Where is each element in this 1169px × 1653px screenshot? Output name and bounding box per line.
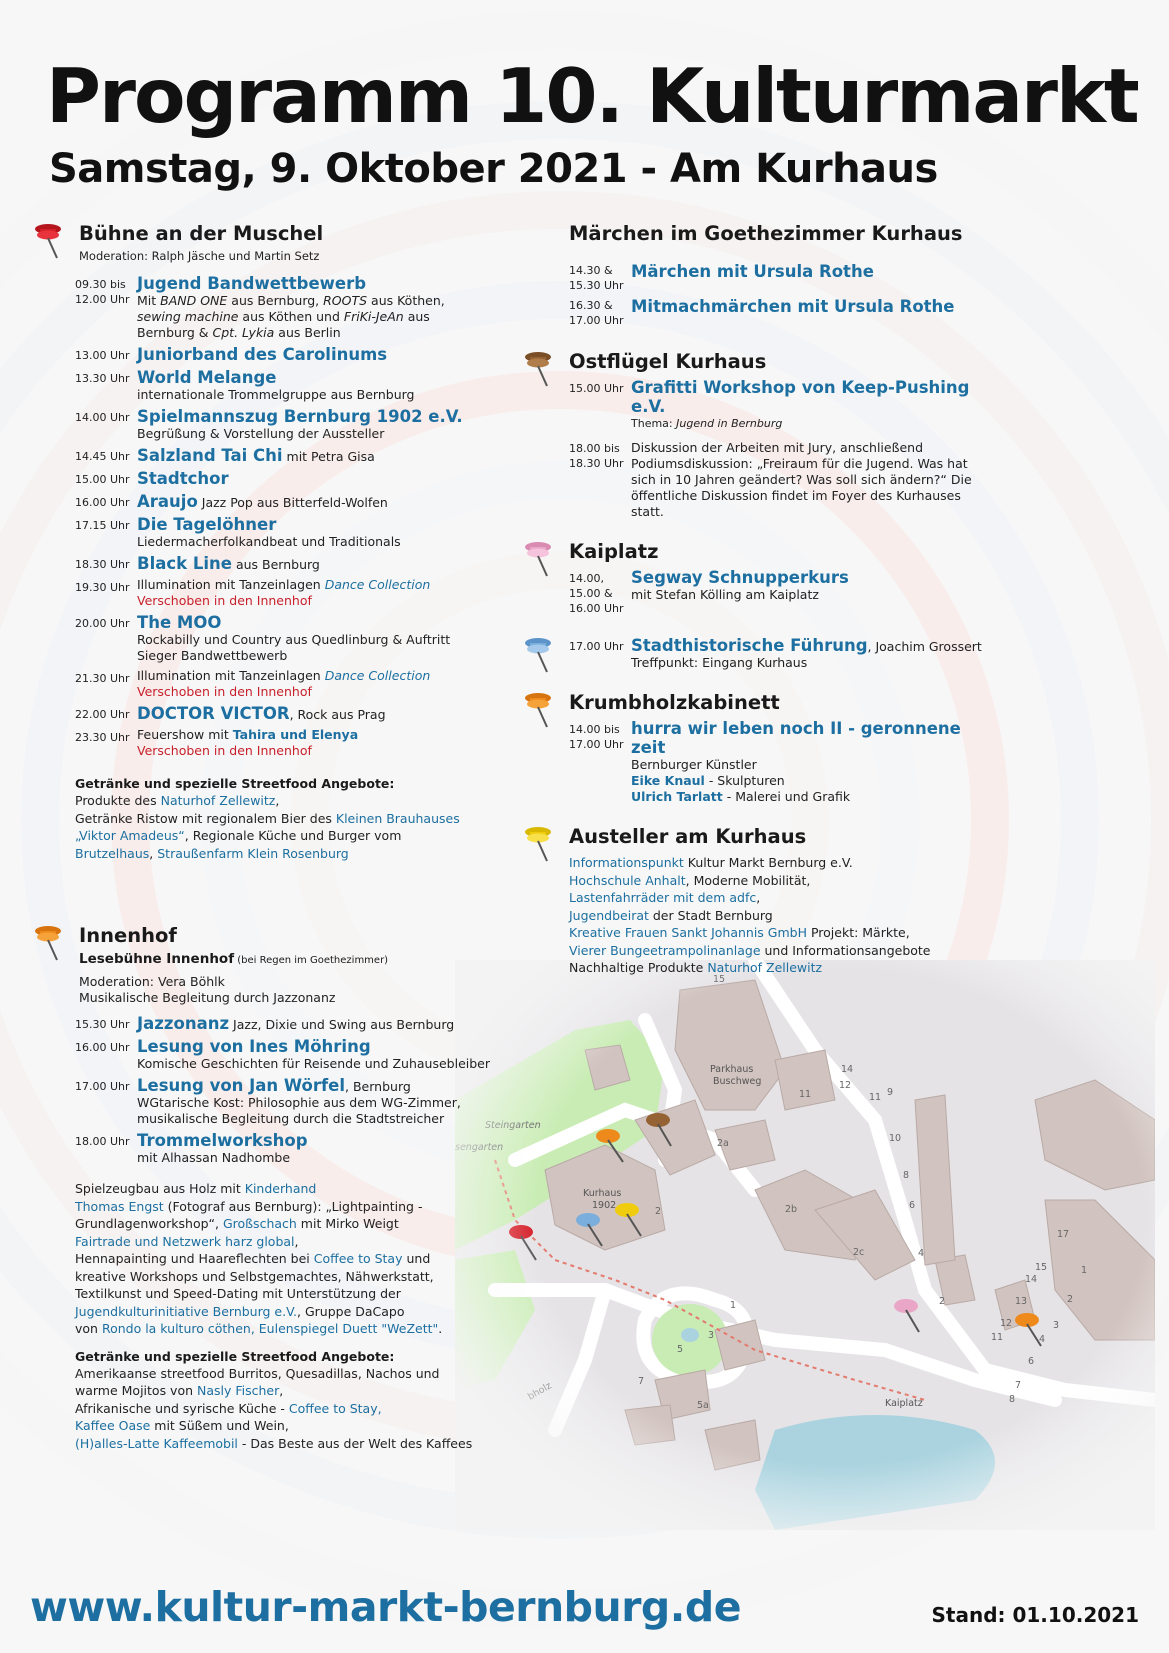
program-row (75, 446, 490, 465)
program-row (75, 407, 490, 442)
time-label: 21.30 Uhr (75, 672, 130, 685)
misc-link[interactable]: Jugendkulturinitiative Bernburg e.V. (75, 1303, 298, 1319)
orange-pin-icon (30, 922, 70, 962)
act-link[interactable]: Tahira und Elenya (232, 727, 359, 742)
right-column (520, 222, 990, 977)
krumbholz-program (569, 719, 990, 805)
act-desc: Diskussion der Arbeiten mit Jury, anschließend Podiumsdiskussion: „Freiraum für die Jugend. Was hat sich in 10 Jahren geändert? Was soll sich ändern?“ Die öffentliche Diskussion findet im Foyer des Kurhauses statt. (631, 440, 972, 519)
exhibitor-link[interactable]: Vierer Bungeetrampolinanlage (569, 942, 761, 958)
innenhof-program (75, 1014, 490, 1166)
act-desc: Illumination mit Tanzeinlagen (137, 668, 325, 683)
program-row: 15.00 Uhr Grafitti Workshop von Keep-Pushing e.V. Thema: Jugend in Bernburg (569, 378, 990, 432)
act-suffix: Jazz, Dixie und Swing aus Bernburg (229, 1017, 455, 1032)
program-row (75, 704, 490, 723)
food-link[interactable]: Coffee to Stay, (288, 1400, 382, 1416)
time-label: 17.00 Uhr (569, 640, 624, 653)
time-label: 09.30 bis 12.00 Uhr (75, 278, 130, 306)
act-suffix: , Joachim Grossert (867, 639, 982, 654)
time-label: 14.00 Uhr (75, 411, 130, 424)
program-row: 14.00 bis 17.00 Uhr hurra wir leben noch II - geronnene zeit Bernburger Künstler Eike Knaul - Skulpturen Ulrich Tarlatt - Malerei und Grafik (569, 719, 990, 805)
act-desc: Illumination mit Tanzeinlagen (137, 577, 325, 592)
act-name: Trommelworkshop (137, 1131, 308, 1150)
act-name: Juniorband des Carolinums (137, 345, 388, 364)
exhibitor-link[interactable]: Hochschule Anhalt (569, 872, 686, 888)
act-suffix: Jazz Pop aus Bitterfeld-Wolfen (197, 495, 388, 510)
left-column (30, 222, 490, 1452)
time-label: 19.30 Uhr (75, 581, 130, 594)
section-note: (bei Regen im Goethezimmer) (234, 955, 389, 966)
section-maerchen (520, 222, 990, 246)
program-row (569, 438, 990, 520)
food-link[interactable]: Nasly Fischer (197, 1383, 280, 1398)
time-label: 13.30 Uhr (75, 372, 130, 385)
act-link[interactable]: Dance Collection (324, 577, 431, 592)
ostfluegel-program (569, 378, 990, 520)
time-label: 23.30 Uhr (75, 731, 130, 744)
misc-link[interactable]: Kinderhand (244, 1181, 317, 1196)
act-name: Lesung von Jan Wörfel (137, 1076, 346, 1095)
act-name: Salzland Tai Chi (137, 446, 283, 465)
section-title: Bühne an der Muschel (79, 222, 324, 245)
time-label: 17.00 Uhr (75, 1080, 130, 1093)
program-row (75, 469, 490, 488)
misc-link[interactable]: Großschach (222, 1216, 297, 1231)
food-text: Amerikaanse streetfood Burritos, Quesadillas, Nachos und warme Mojitos von Nasly Fischer, Afrikanische und syrische Küche - Coffee to Stay, Kaffee Oase mit Süßem und Wein, (H)alles-Latte Kaffeemobil - Das Beste aus der Welt des Kaffees (75, 1365, 473, 1451)
program-row (75, 1014, 490, 1033)
act-desc: Feuershow mit (137, 727, 233, 742)
section-title: Innenhof (79, 924, 177, 947)
act-name: Mitmachmärchen mit Ursula Rothe (631, 297, 955, 316)
section-title: Märchen im Goethezimmer Kurhaus (569, 222, 963, 245)
section-ostfluegel (520, 350, 990, 374)
time-label: 16.30 & 17.00 Uhr (569, 299, 624, 327)
act-desc: mit Alhassan Nadhombe (137, 1150, 291, 1165)
program-row (75, 1076, 490, 1127)
act-link[interactable]: Dance Collection (324, 668, 431, 683)
act-desc: Liedermacherfolkandbeat und Traditionals (137, 534, 401, 549)
act-name: Lesung von Ines Möhring (137, 1037, 371, 1056)
aussteller-list: Informationspunkt Kultur Markt Bernburg e.V. Hochschule Anhalt, Moderne Mobilität, Lastenfahrräder mit dem adfc, Jugendbeirat der Stadt Bernburg Kreative Frauen Sankt Johannis GmbH Projekt: Märkte, Vierer Bungeetrampolinanlage und Informationsangebote Nachhaltige Produkte Naturhof Zellewitz (569, 855, 931, 975)
time-label: 13.00 Uhr (75, 349, 130, 362)
misc-link[interactable]: Rondo la kulturo cöthen, Eulenspiegel Duett "WeZett" (101, 1321, 439, 1336)
exhibitor-link[interactable]: Naturhof Zellewitz (707, 960, 823, 975)
band-list: Mit BAND ONE aus Bernburg, ROOTS aus Köthen, sewing machine aus Köthen und FriKi-JeAn aus Bernburg & Cpt. Lykia aus Berlin (137, 293, 445, 340)
moderation-text: Moderation: Vera Böhlk Musikalische Begleitung durch Jazzonanz (79, 974, 336, 1005)
kaiplatz-program (569, 568, 990, 616)
muschel-food (75, 775, 490, 862)
program-row (75, 668, 490, 700)
food-text: Produkte des Naturhof Zellewitz, Getränke Ristow mit regionalem Bier des Kleinen Brauhauses „Viktor Amadeus“, Regionale Küche und Burger vom Brutzelhaus, Straußenfarm Klein Rosenburg (75, 793, 460, 861)
act-name: Die Tagelöhner (137, 515, 277, 534)
misc-link[interactable]: Coffee to Stay (313, 1251, 403, 1266)
time-label: 14.00 bis 17.00 Uhr (569, 723, 624, 751)
section-subtitle: Lesebühne Innenhof (79, 951, 235, 967)
artist-link[interactable]: Ulrich Tarlatt (631, 789, 723, 804)
section-krumbholz (520, 691, 990, 715)
program-row (569, 295, 990, 328)
act-name: Jugend Bandwettbewerb (137, 274, 367, 293)
time-label: 15.30 Uhr (75, 1018, 130, 1031)
food-link[interactable]: Kleinen Brauhauses (335, 810, 460, 826)
act-suffix: mit Petra Gisa (282, 449, 375, 464)
muschel-program (75, 274, 490, 759)
program-row (75, 554, 490, 573)
time-label: 20.00 Uhr (75, 617, 130, 630)
food-heading: Getränke und spezielle Streetfood Angebote: (75, 1348, 395, 1364)
yellow-pin-icon (520, 823, 560, 863)
food-link[interactable]: Naturhof Zellewitz (160, 793, 276, 808)
act-desc: Bernburger Künstler (631, 757, 757, 772)
postponed-note: Verschoben in den Innenhof (137, 593, 312, 608)
act-name: Stadthistorische Führung (631, 636, 868, 655)
time-label: 18.00 bis 18.30 Uhr (569, 442, 624, 470)
act-desc: Rockabilly und Country aus Quedlinburg & Auftritt Sieger Bandwettbewerb (137, 632, 451, 663)
act-name: hurra wir leben noch II - geronnene zeit (631, 719, 961, 757)
exhibitor-link[interactable]: Lastenfahrräder mit dem adfc (569, 890, 757, 905)
time-label: 14.30 & 15.30 Uhr (569, 264, 624, 292)
artist-link[interactable]: Eike Knaul (631, 773, 705, 788)
time-label: 18.00 Uhr (75, 1135, 130, 1148)
maerchen-program (569, 260, 990, 328)
section-muschel (30, 222, 490, 264)
food-link[interactable]: Kaffee Oase (75, 1418, 151, 1433)
exhibitor-link[interactable]: Kreative Frauen Sankt Johannis GmbH (569, 925, 807, 940)
section-title: Kaiplatz (569, 540, 659, 563)
page-title: Programm 10. Kulturmarkt (46, 52, 1138, 140)
act-name: Jazzonanz (137, 1014, 230, 1033)
program-row (75, 1131, 490, 1166)
misc-link[interactable]: Fairtrade und Netzwerk harz global (75, 1233, 295, 1249)
act-suffix: aus Bernburg (231, 557, 320, 572)
act-suffix: , Bernburg (345, 1079, 411, 1094)
red-pin-icon (30, 220, 70, 260)
act-name: Märchen mit Ursula Rothe (631, 262, 874, 281)
food-link[interactable]: (H)alles-Latte Kaffeemobil (75, 1435, 238, 1451)
program-row (75, 492, 490, 511)
program-row (75, 613, 490, 664)
program-row (75, 368, 490, 403)
act-name: Araujo (137, 492, 198, 511)
act-desc: mit Stefan Kölling am Kaiplatz (631, 587, 819, 602)
food-link[interactable]: Brutzelhaus (75, 845, 150, 861)
exhibitor-link[interactable]: Jugendbeirat (569, 907, 649, 923)
program-row (75, 727, 490, 759)
section-title: Ostflügel Kurhaus (569, 350, 767, 373)
postponed-note: Verschoben in den Innenhof (137, 684, 312, 699)
act-desc: internationale Trommelgruppe aus Bernburg (137, 387, 415, 402)
section-kaiplatz (520, 540, 990, 564)
postponed-note: Verschoben in den Innenhof (137, 743, 312, 758)
blue-pin-icon (520, 634, 560, 674)
section-title: Austeller am Kurhaus (569, 825, 807, 848)
time-label: 15.00 Uhr (569, 382, 624, 395)
program-row (569, 636, 990, 671)
program-row (569, 568, 990, 616)
section-title: Krumbholzkabinett (569, 691, 780, 714)
orange-pin-icon (520, 689, 560, 729)
program-row (75, 515, 490, 550)
act-name: Black Line (137, 554, 232, 573)
site-map (455, 960, 1155, 1530)
act-desc: Begrüßung & Vorstellung der Aussteller (137, 426, 385, 441)
act-name: Segway Schnupperkurs (631, 568, 849, 587)
food-link[interactable]: „Viktor Amadeus“ (75, 828, 185, 843)
program-row (75, 1037, 490, 1072)
act-name: DOCTOR VICTOR (137, 704, 290, 723)
brown-pin-icon (520, 348, 560, 388)
time-label: 16.00 Uhr (75, 496, 130, 509)
time-label: 22.00 Uhr (75, 708, 130, 721)
act-suffix: , Rock aus Prag (289, 707, 386, 722)
misc-text: Spielzeugbau aus Holz mit Kinderhand Thomas Engst (Fotograf aus Bernburg): „Lightpainting - Grundlagenworkshop“, Großschach mit Mirko Weigt Fairtrade und Netzwerk harz global, Hennapainting und Haareflechten bei Coffee to Stay und kreative Workshops und Selbstgemachtes, Nähwerkstatt, Textilkunst und Speed-Dating mit Unterstützung der Jugendkulturinitiative Bernburg e.V., Gruppe DaCapo von Rondo la kulturo cöthen, Eulenspiegel Duett "WeZett". (75, 1181, 443, 1336)
section-aussteller (520, 825, 990, 977)
website-url[interactable]: www.kultur-markt-bernburg.de (30, 1583, 742, 1631)
section-fuehrung (520, 636, 990, 671)
act-name: Spielmannszug Bernburg 1902 e.V. (137, 407, 463, 426)
act-desc: WGtarische Kost: Philosophie aus dem WG-Zimmer, musikalische Begleitung durch die Stadtstreicher (137, 1095, 461, 1126)
stand-date: Stand: 01.10.2021 (931, 1603, 1139, 1627)
section-innenhof (30, 924, 490, 1006)
pink-pin-icon (520, 538, 560, 578)
act-desc: Treffpunkt: Eingang Kurhaus (631, 655, 808, 670)
act-name: The MOO (137, 613, 222, 632)
act-name: Stadtchor (137, 469, 229, 488)
time-label: 18.30 Uhr (75, 558, 130, 571)
theme-text: Jugend in Bernburg (676, 417, 783, 430)
time-label: 17.15 Uhr (75, 519, 130, 532)
act-name: Grafitti Workshop von Keep-Pushing e.V. (631, 378, 970, 416)
time-label: 15.00 Uhr (75, 473, 130, 486)
page-subtitle: Samstag, 9. Oktober 2021 - Am Kurhaus (49, 146, 938, 192)
innenhof-misc (75, 1180, 475, 1452)
time-label: 14.00, 15.00 & 16.00 Uhr (569, 572, 624, 615)
exhibitor-link[interactable]: Informationspunkt (569, 855, 684, 870)
act-name: World Melange (137, 368, 277, 387)
program-row (75, 274, 490, 341)
food-heading: Getränke und spezielle Streetfood Angebote: (75, 776, 395, 791)
program-row (569, 260, 990, 293)
time-label: 14.45 Uhr (75, 450, 130, 463)
program-row (75, 577, 490, 609)
program-row (75, 345, 490, 364)
act-desc: Komische Geschichten für Reisende und Zuhausebleiber (137, 1056, 491, 1071)
misc-link[interactable]: Thomas Engst (75, 1198, 164, 1214)
time-label: 16.00 Uhr (75, 1041, 130, 1054)
moderation-text: Moderation: Ralph Jäsche und Martin Setz (79, 249, 320, 263)
food-link[interactable]: Straußenfarm Klein Rosenburg (157, 845, 349, 861)
